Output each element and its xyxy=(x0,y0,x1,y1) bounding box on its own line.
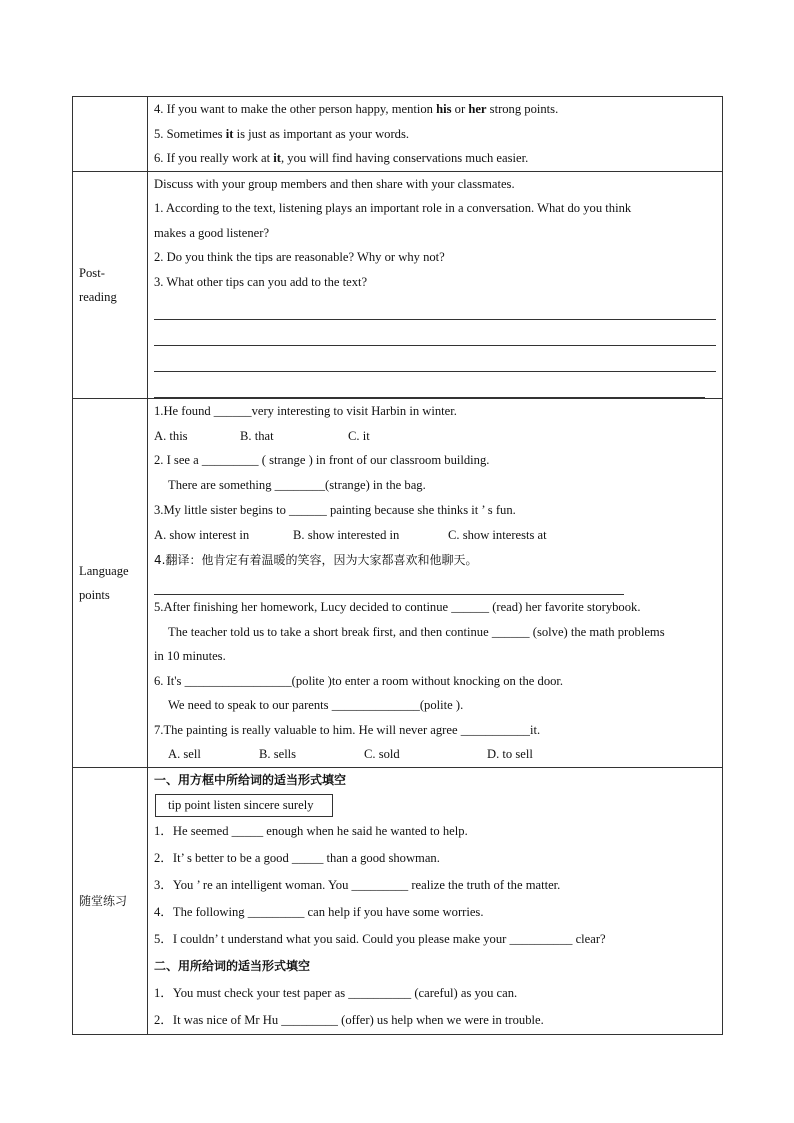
language-points-label-line2: points xyxy=(79,587,110,602)
tip-5: 5. Sometimes it is just as important as your words. xyxy=(154,126,410,141)
post-reading-label-line2: reading xyxy=(79,289,117,304)
practice-heading-1: 一、用方框中所给词的适当形式填空 xyxy=(154,772,347,787)
answer-line[interactable] xyxy=(154,346,716,372)
practice-label xyxy=(73,767,148,1035)
word-box: tip point listen sincere surely xyxy=(155,794,333,817)
answer-line[interactable] xyxy=(154,572,624,595)
practice-item: 4．The following _________ can help if you have some worries. xyxy=(154,905,484,919)
tip-4: 4. If you want to make the other person happy, mention his or her strong points. xyxy=(154,102,559,116)
tips-row xyxy=(73,97,723,172)
lp-q3: 3.My little sister begins to ______ painting because she thinks it ’ s fun. xyxy=(154,503,516,517)
post-reading-q1-cont: makes a good listener? xyxy=(154,225,270,240)
practice-item: 1．He seemed _____ enough when he said he wanted to help. xyxy=(154,824,468,838)
tips-content-cell xyxy=(148,97,723,172)
lp-q5b: The teacher told us to take a short break first, and then continue ______ (solve) the math problems xyxy=(168,624,665,639)
post-reading-q3: 3. What other tips can you add to the text? xyxy=(154,274,368,289)
lp-q1-options xyxy=(154,424,716,449)
answer-line[interactable] xyxy=(154,294,716,320)
post-reading-instruction: Discuss with your group members and then share with your classmates. xyxy=(154,176,515,191)
practice-label-text: 随堂练习 xyxy=(79,893,128,908)
lp-q3-options xyxy=(154,523,716,548)
post-reading-q1: 1. According to the text, listening plays an important role in a conversation. What do you think xyxy=(154,201,632,215)
language-points-content xyxy=(148,399,723,768)
option: A. this xyxy=(154,428,188,443)
option: C. sold xyxy=(364,747,400,761)
option: C. show interests at xyxy=(448,528,547,542)
language-points-row xyxy=(73,399,723,768)
lp-q7: 7.The painting is really valuable to him. He will never agree ___________it. xyxy=(154,722,541,737)
option: D. to sell xyxy=(487,747,533,761)
option: A. show interest in xyxy=(154,528,250,542)
language-points-label-line1: Language xyxy=(79,563,129,578)
lp-q6b: We need to speak to our parents ______________(polite ). xyxy=(168,698,464,712)
tips-label-cell xyxy=(73,97,148,172)
option: A. sell xyxy=(168,747,201,761)
lp-q2b: There are something ________(strange) in the bag. xyxy=(168,477,426,492)
lp-q6a: 6. It's _________________(polite )to enter a room without knocking on the door. xyxy=(154,673,564,688)
practice-item: 2．It was nice of Mr Hu _________ (offer) us help when we were in trouble. xyxy=(154,1013,544,1027)
answer-line[interactable] xyxy=(154,320,716,346)
practice-row xyxy=(73,767,723,1035)
option: B. that xyxy=(240,428,274,443)
lp-q4: 4.翻译：他肯定有着温暖的笑容，因为大家都喜欢和他聊天。 xyxy=(154,552,478,567)
post-reading-row xyxy=(73,171,723,399)
practice-item: 3．You ’ re an intelligent woman. You _________ realize the truth of the matter. xyxy=(154,878,561,892)
lp-q2a: 2. I see a _________ ( strange ) in front of our classroom building. xyxy=(154,453,490,467)
practice-item: 5．I couldn’ t understand what you said. Could you please make your __________ clear? xyxy=(154,932,606,946)
practice-heading-2: 二、用所给词的适当形式填空 xyxy=(154,959,311,973)
practice-content xyxy=(148,767,723,1035)
lp-q7-options xyxy=(154,742,716,767)
language-points-label xyxy=(73,399,148,768)
lp-q1: 1.He found ______very interesting to visit Harbin in winter. xyxy=(154,404,457,418)
option: B. sells xyxy=(259,747,297,761)
option: B. show interested in xyxy=(293,528,400,542)
post-reading-label xyxy=(73,171,148,399)
practice-item: 1．You must check your test paper as __________ (careful) as you can. xyxy=(154,986,518,1000)
post-reading-q2: 2. Do you think the tips are reasonable? Why or why not? xyxy=(154,250,445,264)
post-reading-label-line1: Post- xyxy=(79,265,105,280)
post-reading-content xyxy=(148,171,723,399)
tip-6: 6. If you really work at it, you will find having conservations much easier. xyxy=(154,151,529,165)
answer-line[interactable] xyxy=(154,372,705,398)
practice-item: 2．It’ s better to be a good _____ than a good showman. xyxy=(154,851,440,865)
lp-q5c: in 10 minutes. xyxy=(154,649,226,663)
worksheet-table xyxy=(72,96,723,1035)
option: C. it xyxy=(348,428,370,443)
lp-q5a: 5.After finishing her homework, Lucy decided to continue ______ (read) her favorite storybook. xyxy=(154,600,641,614)
